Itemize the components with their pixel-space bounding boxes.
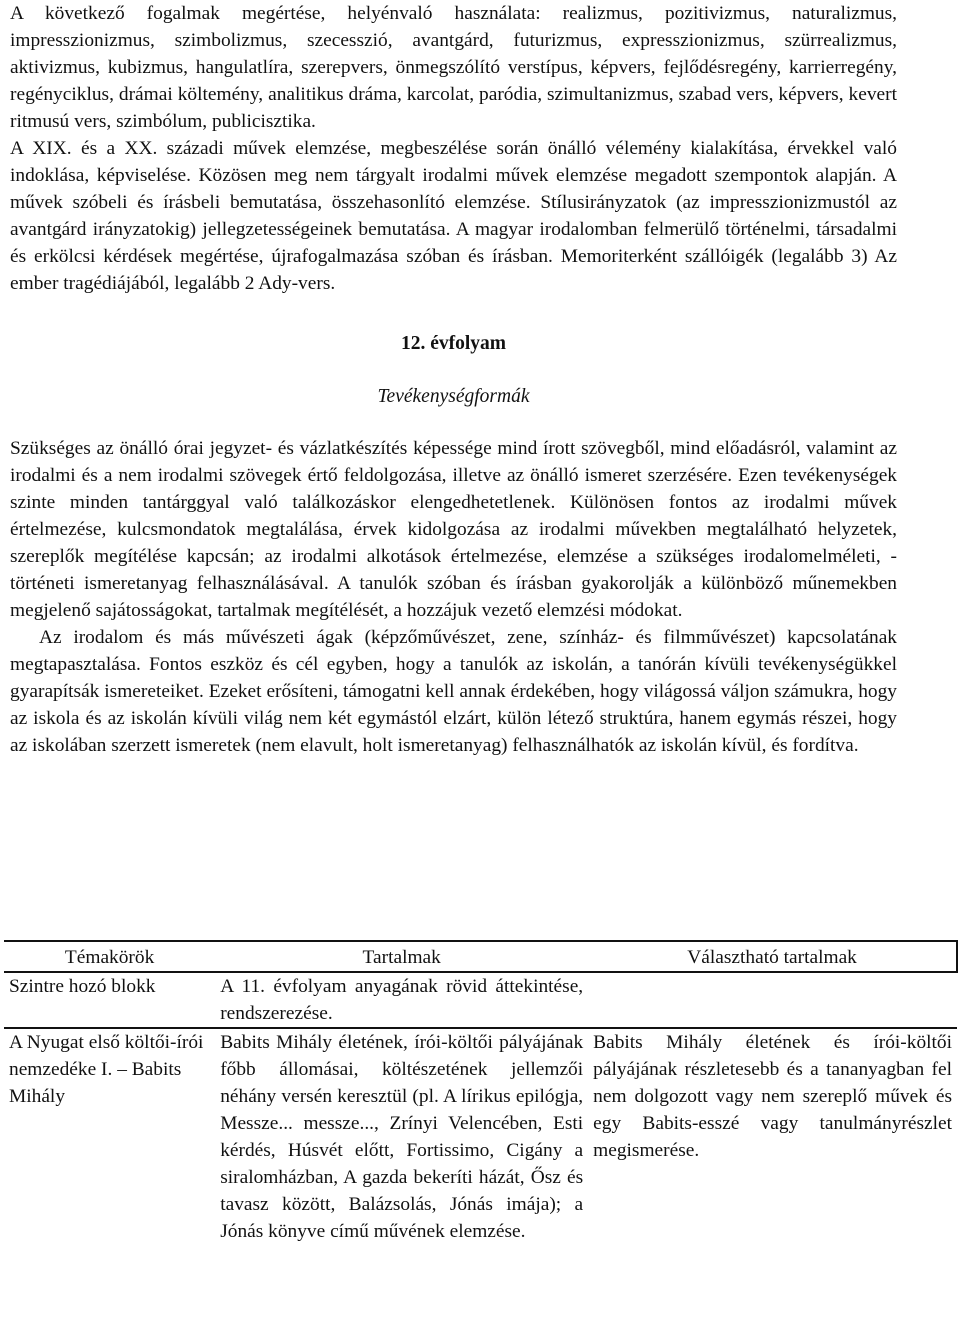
row-content: A 11. évfolyam anyagának rövid áttekintése, rendszerezése. (220, 976, 584, 1024)
intro-paragraph-analysis: A XIX. és a XX. századi művek elemzése, megbeszélése során önálló vélemény kialakítása, érvekkel való indoklása, képviselése. Közösen meg nem tárgyalt irodalmi művek elemzése megadott szempontok alapján. A művek szóbeli és írásbeli bemutatása, összehasonlító elemzése. Stílusirányzatok (az impresszionizmustól az avantgárd irányzatokig) jellegzetességeinek bemutatása. A magyar irodalomban felmerülő történelmi, társadalmi és erkölcsi kérdések megértése, újrafogalmazása szóban és írásban. Memoriterként szállóigék (legalább 3) Az ember tragédiájából, legalább 2 Ady-vers. (10, 138, 897, 294)
table-header-row (4, 941, 957, 972)
row-topic: Szintre hozó blokk (9, 976, 156, 997)
table-row (4, 972, 957, 1028)
activity-paragraph-2: Az irodalom és más művészeti ágak (képzőművészet, zene, színház- és filmművészet) kapcsolatának megtapasztalása. Fontos eszköz és cél egyben, hogy a tanulók az iskolán, a tanórán kívüli tevékenységükkel gyarapítsák ismereteiket. Ezeket erősíteni, támogatni kell annak érdekében, hogy világossá váljon számukra, hogy az iskola és az iskolán kívüli világ nem két egymástól elzárt, külön létező struktúra, hanem egymás részei, hogy az iskolában szerzett ismeretek (nem elavult, holt ismeretanyag) felhasználhatók az iskolán kívül, és fordítva. (10, 627, 897, 756)
row-topic: A Nyugat első költői-írói nemzedéke I. – Babits Mihály (4, 1028, 215, 1245)
section-heading: 12. évfolyam (400, 333, 507, 354)
table-row (4, 1028, 957, 1245)
row-optional (588, 972, 957, 1028)
header-contents: Tartalmak (215, 941, 588, 972)
curriculum-table (4, 940, 958, 1245)
header-optional-contents: Választható tartalmak (588, 941, 957, 972)
row-optional: Babits Mihály életének és írói-költői pályájának részletesebb és a tananyagban fel nem dolgozott vagy nem szereplő művek és egy Babits-esszé vagy tanulmányrészlet megismerése. (588, 1028, 957, 1245)
activity-paragraph-1: Szükséges az önálló órai jegyzet- és vázlatkészítés képessége mind írott szövegből, mind előadásról, valamint az irodalmi és a nem irodalmi szövegek értő feldolgozása, illetve az önálló ismeret szerzésére. Ezen tevékenységek szinte minden tantárggyal való találkozáskor elengedhetetlenek. Különösen fontos az irodalmi művek értelmezése, kulcsmondatok megtalálása, érvek kidolgozása az irodalmi művekben megtalálható helyzetek, szereplők megítélése kapcsán; az irodalmi alkotások értelmezése, elemzése a szükséges irodalomelméleti, -történeti ismeretanyag felhasználásával. A tanulók szóban és írásban gyakorolják a különböző műnemekben megjelenő sajátosságokat, tartalmak megítélését, a hozzájuk vezető elemzési módokat. (10, 438, 897, 621)
intro-paragraph-concepts: A következő fogalmak megértése, helyénvaló használata: realizmus, pozitivizmus, naturalizmus, impresszionizmus, szimbolizmus, szecesszió, avantgárd, futurizmus, expresszionizmus, szürrealizmus, aktivizmus, kubizmus, hangulatlíra, szerepvers, önmegszólító verstípus, képvers, fejlődésregény, karrierregény, regényciklus, drámai költemény, analitikus dráma, karcolat, paródia, szimultanizmus, szabad vers, képvers, kevert ritmusú vers, szimbólum, publicisztika. (10, 3, 897, 132)
section-subheading: Tevékenységformák (377, 386, 530, 407)
document-page (10, 0, 897, 759)
header-topics: Témakörök (4, 941, 215, 972)
row-content: Babits Mihály életének, írói-költői pályájának főbb állomásai, költészetének jellemzői néhány versén keresztül (pl. A lírikus epilógja, Messze... messze..., Zrínyi Velencében, Esti kérdés, Húsvét előtt, Fortissimo, Cigány a siralomházban, A gazda bekeríti házát, Ősz és tavasz között, Balázsolás, Jónás imája); a Jónás könyve című művének elemzése. (215, 1028, 588, 1245)
